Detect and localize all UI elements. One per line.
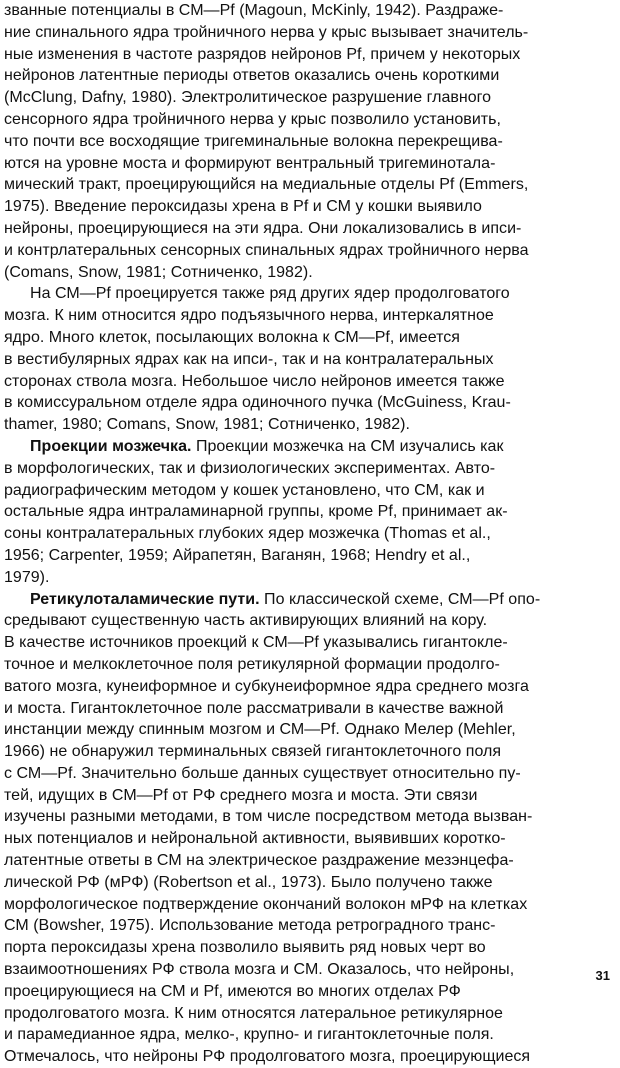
line-text: ядро. Много клеток, посылающих волокна к СМ—Pf, имеется [4,328,460,346]
text-line [4,153,614,175]
line-text: нейронов латентные периоды ответов оказались очень короткими [4,67,500,85]
text-line [4,1024,614,1046]
text-line [4,174,614,196]
line-text: в вестибулярных ядрах как на ипси-, так и на контралатеральных [4,350,494,368]
text-line [4,850,614,872]
line-text: проецирующиеся на СМ и Pf, имеются во многих отделах РФ [4,982,461,1000]
line-text: (Comans, Snow, 1981; Сотниченко, 1982). [4,263,313,281]
line-text: СМ (Bowsher, 1975). Использование метода ретроградного транс- [4,917,496,935]
text-line [4,545,614,567]
text-line [4,959,614,981]
text-line [4,915,614,937]
text-line [4,654,614,676]
text-line [4,785,614,807]
text-line [4,632,614,654]
text-line [4,806,614,828]
body-text [4,0,614,1068]
line-text: взаимоотношениях РФ ствола мозга и СМ. Оказалось, что нейроны, [4,961,515,979]
text-line [4,327,614,349]
line-text: средывают существенную часть активирующих влияний на кору. [4,612,488,630]
text-line [4,305,614,327]
line-text: тей, идущих в СМ—Pf от РФ среднего мозга и моста. Эти связи [4,786,478,804]
line-text: мозга. К ним относится ядро подъязычного нерва, интеркалятное [4,307,494,325]
line-text: изучены разными методами, в том числе посредством метода вызван- [4,808,533,826]
text-line [4,371,614,393]
line-text: На СМ—Pf проецируется также ряд других ядер продолговатого [30,285,510,303]
line-text: продолговатого мозга. К ним относятся латеральное ретикулярное [4,1004,503,1022]
line-text: точное и мелкоклеточное поля ретикулярной формации продолго- [4,655,500,673]
text-line [4,567,614,589]
line-text: ных потенциалов и нейрональной активности, выявивших коротко- [4,830,506,848]
text-line [4,872,614,894]
text-line [4,1003,614,1025]
text-line [4,218,614,240]
line-text: Отмечалось, что нейроны РФ продолговатого мозга, проецирующиеся [4,1048,531,1066]
line-text: 1966) не обнаружил терминальных связей гигантоклеточного поля [4,743,502,761]
line-text: сторонах ствола мозга. Небольшое число нейронов имеется также [4,372,505,390]
text-line [4,610,614,632]
line-text: латентные ответы в СМ на электрическое раздражение мезэнцефа- [4,852,514,870]
line-text: По классической схеме, СМ—Pf опо- [259,590,541,608]
text-line [4,414,614,436]
line-text: мический тракт, проецирующийся на медиальные отделы Pf (Emmers, [4,176,529,194]
line-text: званные потенциалы в СМ—Pf (Magoun, McKinly, 1942). Раздраже- [4,2,504,19]
line-text: 1979). [4,568,50,586]
line-text: и моста. Гигантоклеточное поле рассматривали в качестве важной [4,699,504,717]
text-line [4,937,614,959]
line-text: радиографическим методом у кошек установлено, что СМ, как и [4,481,485,499]
line-text: что почти все восходящие тригеминальные волокна перекрещива- [4,132,503,150]
text-line [4,523,614,545]
paragraph-heading-line [4,436,614,458]
text-line [4,65,614,87]
line-text: thamer, 1980; Comans, Snow, 1981; Сотниченко, 1982). [4,416,410,434]
line-text: ные изменения в частоте разрядов нейронов Pf, причем у некоторых [4,45,521,63]
text-line [4,981,614,1003]
line-text: сенсорного ядра тройничного нерва у крыс позволило установить, [4,110,501,128]
line-text: порта пероксидазы хрена позволило выявить ряд новых черт во [4,939,486,957]
text-line [4,676,614,698]
text-line [4,262,614,284]
line-text: остальные ядра интраламинарной группы, кроме Pf, принимает ак- [4,503,508,521]
section-heading: Проекции мозжечка. [30,437,192,455]
line-text: ются на уровне моста и формируют вентральный тригеминотала- [4,154,496,172]
line-text: в морфологических, так и физиологических экспериментах. Авто- [4,459,496,477]
line-text: В качестве источников проекций к СМ—Pf указывались гигантокле- [4,634,508,652]
text-line [4,196,614,218]
line-text: лической РФ (мРФ) (Robertson et al., 1973). Было получено также [4,873,493,891]
text-line [4,22,614,44]
line-text: в комиссуральном отделе ядра одиночного пучка (McGuiness, Krau- [4,394,511,412]
line-text: 1956; Carpenter, 1959; Айрапетян, Ваганян, 1968; Hendry et al., [4,546,471,564]
text-line [4,44,614,66]
page-number: 31 [595,968,610,983]
line-text: (McClung, Dafny, 1980). Электролитическое разрушение главного [4,89,492,107]
text-line [4,763,614,785]
text-line [4,741,614,763]
text-line [4,109,614,131]
text-line [4,283,614,305]
line-text: инстанции между спинным мозгом и СМ—Pf. Однако Мелер (Mehler, [4,721,516,739]
line-text: соны контралатеральных глубоких ядер мозжечка (Thomas et al., [4,525,491,543]
line-text: нейроны, проецирующиеся на эти ядра. Они локализовались в ипси- [4,219,522,237]
text-line [4,480,614,502]
text-line [4,240,614,262]
section-heading: Ретикулоталамические пути. [30,590,260,608]
text-line [4,698,614,720]
line-text: Проекции мозжечка на СМ изучались как [191,437,504,455]
line-text: и контрлатеральных сенсорных спинальных ядрах тройничного нерва [4,241,529,259]
line-text: ние спинального ядра тройничного нерва у крыс вызывает значитель- [4,23,529,41]
text-line [4,87,614,109]
text-line [4,349,614,371]
line-text: с СМ—Pf. Значительно больше данных существует относительно пу- [4,764,521,782]
text-line [4,894,614,916]
text-line [4,1046,614,1068]
paragraph-heading-line [4,589,614,611]
line-text: морфологическое подтверждение окончаний волокон мРФ на клетках [4,895,528,913]
text-line [4,458,614,480]
text-line [4,719,614,741]
text-line [4,0,614,22]
line-text: и парамедианное ядра, мелко-, крупно- и гигантоклеточные поля. [4,1026,494,1044]
text-line [4,392,614,414]
text-line [4,501,614,523]
text-line [4,131,614,153]
line-text: 1975). Введение пероксидазы хрена в Pf и СМ у кошки выявило [4,198,482,216]
line-text: ватого мозга, кунеиформное и субкунеиформное ядра среднего мозга [4,677,529,695]
text-line [4,828,614,850]
